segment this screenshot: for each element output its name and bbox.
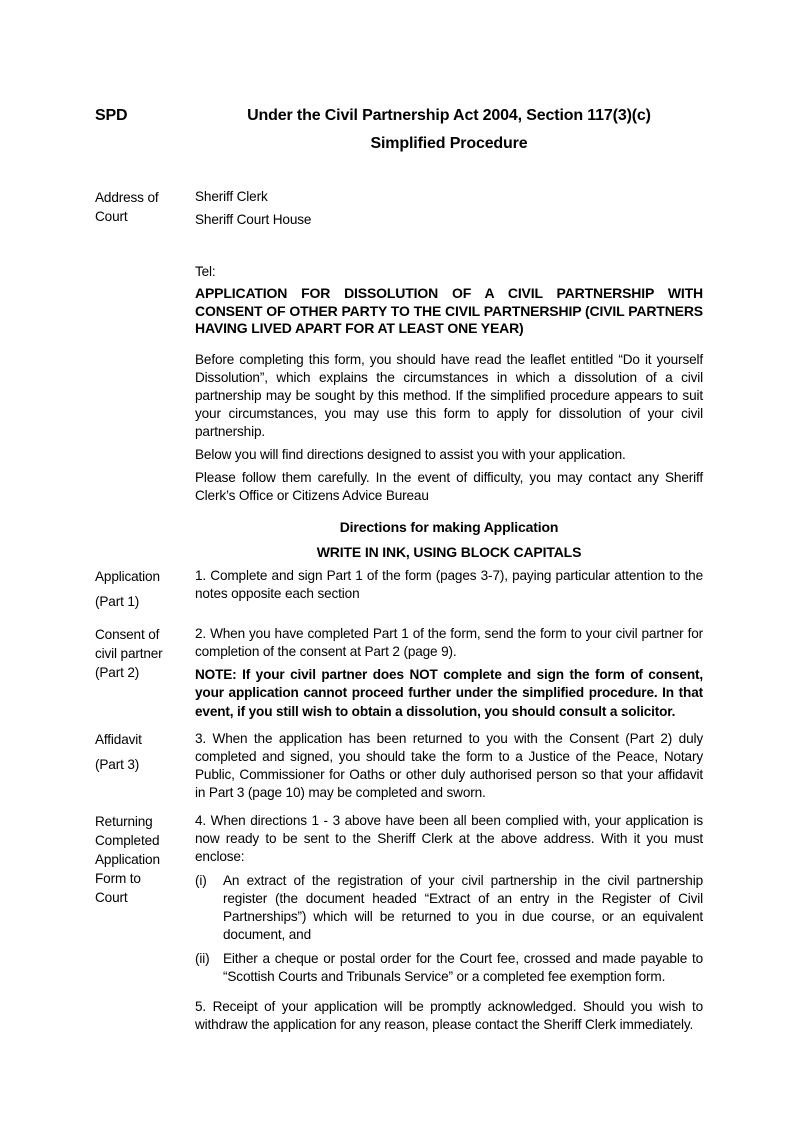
court-address-line: Sheriff Court House xyxy=(195,212,312,227)
enclosure-text: An extract of the registration of your civil partnership in the civil partnership register (the document headed “Extract of an entry in the Register of Civil Partnerships”) which will be returned to you in due course, or an equivalent document, and xyxy=(223,873,703,942)
side-label-line: Affidavit xyxy=(95,732,142,747)
enclosure-marker: (i) xyxy=(195,873,207,888)
address-label-line: Address of xyxy=(95,190,159,205)
enclosure-item xyxy=(195,872,703,944)
direction-item xyxy=(95,812,703,1034)
enclosure-item xyxy=(195,950,703,986)
side-label-line: Application xyxy=(95,852,160,867)
document-title: Under the Civil Partnership Act 2004, Section 117(3)(c) xyxy=(247,107,651,124)
direction-side-label xyxy=(95,812,195,1034)
intro-paragraph: Please follow them carefully. In the event of difficulty, you may contact any Sheriff Clerk’s Office or Citizens Advice Bureau xyxy=(195,469,703,503)
document-subtitle: Simplified Procedure xyxy=(370,135,528,152)
tel-label: Tel: xyxy=(195,264,216,279)
side-label-line: (Part 1) xyxy=(95,593,140,609)
direction-paragraph: 1. Complete and sign Part 1 of the form (pages 3-7), paying particular attention to the notes opposite each section xyxy=(195,567,703,601)
direction-paragraph: 3. When the application has been returned to you with the Consent (Part 2) duly completed and signed, you should take the form to a Justice of the Peace, Notary Public, Commissioner for Oaths or other duly authorised person so that your affidavit in Part 3 (page 10) may be completed and sworn. xyxy=(195,731,703,800)
direction-side-label xyxy=(95,567,195,611)
directions-heading: Directions for making Application xyxy=(339,518,559,535)
court-address-section xyxy=(95,188,703,229)
side-label-line: Form to xyxy=(95,871,141,886)
enclosure-marker: (ii) xyxy=(195,951,210,966)
direction-item xyxy=(95,567,703,611)
directions-subheading: WRITE IN INK, USING BLOCK CAPITALS xyxy=(316,543,582,560)
application-heading: APPLICATION FOR DISSOLUTION OF A CIVIL PARTNERSHIP WITH CONSENT OF OTHER PARTY TO THE CIVIL PARTNERSHIP (CIVIL PARTNERS HAVING LIVED APART FOR AT LEAST ONE YEAR) xyxy=(195,285,703,336)
closing-paragraph: 5. Receipt of your application will be promptly acknowledged. Should you wish to withdraw the application for any reason, please contact the Sheriff Clerk immediately. xyxy=(195,999,703,1032)
side-label-line: (Part 2) xyxy=(95,664,140,680)
side-label-line: Court xyxy=(95,890,128,905)
address-label-line: Court xyxy=(95,209,128,224)
side-label-line: (Part 3) xyxy=(95,757,140,772)
side-label-line: Completed xyxy=(95,833,160,848)
subtitle-row xyxy=(95,126,703,154)
direction-side-label xyxy=(95,625,195,722)
side-label-line: Consent of xyxy=(95,626,160,642)
direction-item xyxy=(95,625,703,722)
direction-item xyxy=(95,730,703,802)
side-label-line: civil partner xyxy=(95,645,163,661)
direction-paragraph: 2. When you have completed Part 1 of the form, send the form to your civil partner for completion of the consent at Part 2 (page 9). xyxy=(195,625,703,659)
court-address-line: Sheriff Clerk xyxy=(195,189,268,204)
side-label-line: Application xyxy=(95,568,160,584)
intro-paragraph: Before completing this form, you should have read the leaflet entitled “Do it yourself Dissolution”, which explains the circumstances in which a dissolution of a civil partnership may be sought by this method. If the simplified procedure appears to suit your circumstances, you may use this form to apply for dissolution of your civil partnership. xyxy=(195,351,703,439)
direction-paragraph: 4. When directions 1 - 3 above have been all been complied with, your application is now ready to be sent to the Sheriff Clerk at the above address. With it you must enclose: xyxy=(195,813,703,864)
intro-paragraph: Below you will find directions designed to assist you with your application. xyxy=(195,446,626,462)
form-code: SPD xyxy=(95,107,128,124)
document-header xyxy=(95,106,703,126)
direction-side-label xyxy=(95,730,195,802)
address-label xyxy=(95,188,195,229)
side-label-line: Returning xyxy=(95,814,153,829)
enclosure-text: Either a cheque or postal order for the Court fee, crossed and made payable to “Scottish Courts and Tribunals Service” or a completed fee exemption form. xyxy=(223,951,703,984)
note-paragraph: NOTE: If your civil partner does NOT complete and sign the form of consent, your application cannot proceed further under the simplified procedure. In that event, if you still wish to obtain a dissolution, you should consult a solicitor. xyxy=(195,666,703,719)
intro-section xyxy=(95,229,703,561)
